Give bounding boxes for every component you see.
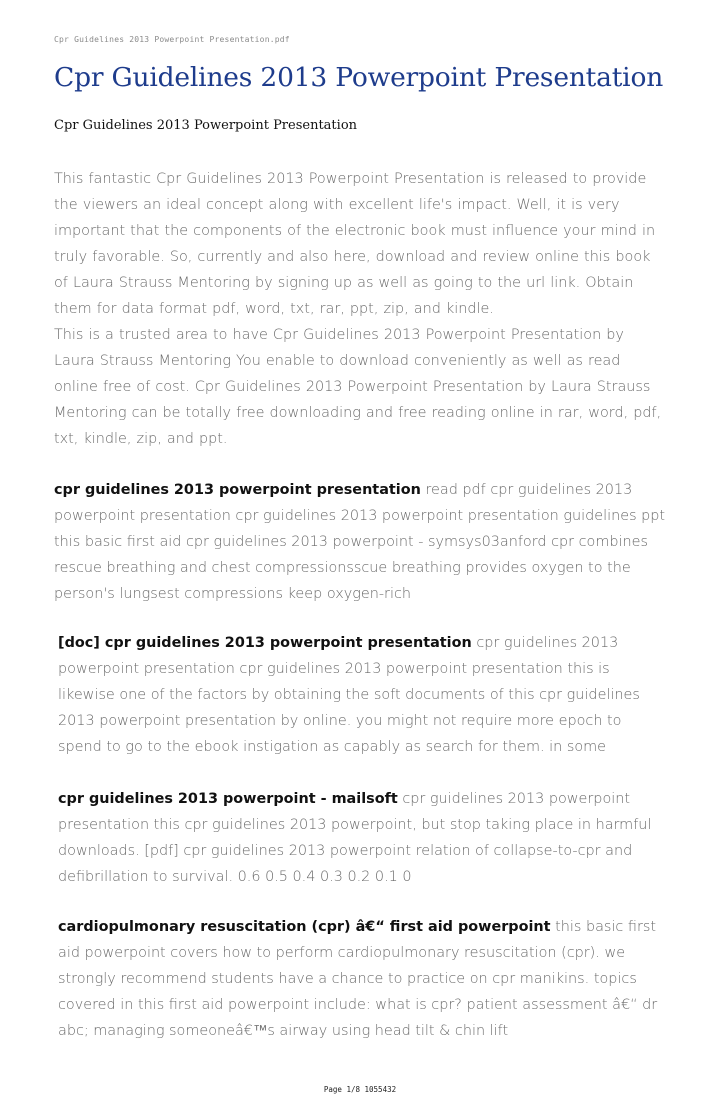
result-heading: [doc] cpr guidelines 2013 powerpoint presentation [58, 635, 472, 651]
result-snippet: read pdf cpr guidelines 2013 powerpoint presentation cpr guidelines 2013 powerpoint presentation guidelines ppt this basic first aid cpr guidelines 2013 powerpoint - symsys03anford cpr combines rescue breathing and chest compressionsscue breathing provides oxygen to the person's lungsest compressions keep oxygen-rich [54, 482, 666, 602]
document-title: Cpr Guidelines 2013 Powerpoint Presentation [54, 62, 664, 93]
result-heading: cardiopulmonary resuscitation (cpr) â€“ first aid powerpoint [58, 919, 551, 935]
document-subtitle: Cpr Guidelines 2013 Powerpoint Presentation [54, 118, 358, 133]
intro-paragraph-2: This is a trusted area to have Cpr Guidelines 2013 Powerpoint Presentation by Laura Strauss Mentoring You enable to download conveniently as well as read online free of cost. Cpr Guidelines 2013 Powerpoint Presentation by Laura Strauss Mentoring can be totally free downloading and free reading online in rar, word, pdf, txt, kindle, zip, and ppt. [54, 327, 662, 447]
intro-text [54, 166, 666, 452]
result-snippet: cpr guidelines 2013 powerpoint presentation this cpr guidelines 2013 powerpoint, but stop taking place in harmful downloads. [pdf] cpr guidelines 2013 powerpoint relation of collapse-to-cpr and defibrillation to survival. 0.6 0.5 0.4 0.3 0.2 0.1 0 [58, 791, 652, 885]
result-snippet: cpr guidelines 2013 powerpoint presentation cpr guidelines 2013 powerpoint presentation this is likewise one of the factors by obtaining the soft documents of this cpr guidelines 2013 powerpoint presentation by online. you might not require more epoch to spend to go to the ebook instigation as capably as search for them. in some [58, 635, 640, 755]
result-snippet: this basic first aid powerpoint covers how to perform cardiopulmonary resuscitation (cpr). we strongly recommend students have a chance to practice on cpr manikins. topics covered in this first aid powerpoint include: what is cpr? patient assessment â€“ dr abc; managing someoneâ€™s airway using head tilt & chin lift [58, 919, 658, 1039]
result-heading: cpr guidelines 2013 powerpoint - mailsoft [58, 791, 398, 807]
search-result-4 [58, 914, 666, 1044]
intro-paragraph-1: This fantastic Cpr Guidelines 2013 Powerpoint Presentation is released to provide the viewers an ideal concept along with excellent life's impact. Well, it is very important that the components of the electronic book must influence your mind in truly favorable. So, currently and also here, download and review online this book of Laura Strauss Mentoring by signing up as well as going to the url link. Obtain them for data format pdf, word, txt, rar, ppt, zip, and kindle. [54, 171, 656, 317]
header-filename: Cpr Guidelines 2013 Powerpoint Presentation.pdf [54, 35, 290, 44]
page-footer: Page 1/8 1055432 [323, 1085, 397, 1094]
result-heading: cpr guidelines 2013 powerpoint presentation [54, 482, 421, 498]
search-result-2 [58, 630, 666, 760]
search-result-3 [58, 786, 666, 890]
search-result-1 [54, 477, 666, 607]
